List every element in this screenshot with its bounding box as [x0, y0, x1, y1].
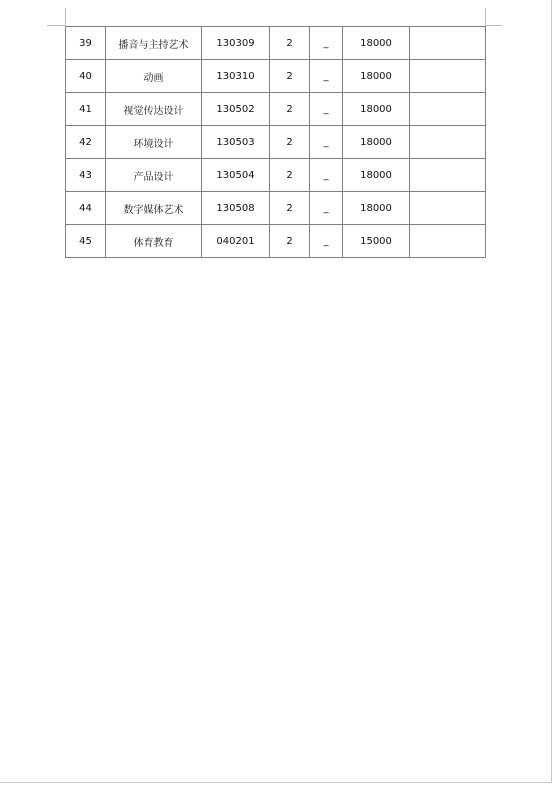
dash-cell: _ — [310, 159, 343, 192]
major-name-cell: 产品设计 — [106, 159, 202, 192]
table-row — [66, 60, 486, 93]
row-index-cell: 42 — [66, 126, 106, 159]
years-cell: 2 — [270, 93, 310, 126]
major-code-cell: 130502 — [202, 93, 270, 126]
major-name-cell: 体育教育 — [106, 225, 202, 258]
major-code-cell: 040201 — [202, 225, 270, 258]
major-code-cell: 130508 — [202, 192, 270, 225]
note-cell — [410, 192, 486, 225]
years-cell: 2 — [270, 225, 310, 258]
note-cell — [410, 225, 486, 258]
margin-corner-mark-left-vertical — [65, 8, 66, 26]
major-code-cell: 130503 — [202, 126, 270, 159]
dash-cell: _ — [310, 27, 343, 60]
table-row — [66, 225, 486, 258]
row-index-cell: 45 — [66, 225, 106, 258]
majors-fee-table — [65, 26, 486, 258]
major-name-cell: 环境设计 — [106, 126, 202, 159]
major-code-cell: 130309 — [202, 27, 270, 60]
years-cell: 2 — [270, 60, 310, 93]
row-index-cell: 43 — [66, 159, 106, 192]
years-cell: 2 — [270, 126, 310, 159]
table-row — [66, 159, 486, 192]
margin-corner-mark-left-horizontal — [47, 25, 66, 26]
years-cell: 2 — [270, 192, 310, 225]
note-cell — [410, 126, 486, 159]
fee-cell: 18000 — [343, 192, 410, 225]
table-row — [66, 126, 486, 159]
margin-corner-mark-right-horizontal — [485, 25, 502, 26]
note-cell — [410, 93, 486, 126]
fee-cell: 15000 — [343, 225, 410, 258]
row-index-cell: 41 — [66, 93, 106, 126]
fee-cell: 18000 — [343, 159, 410, 192]
major-name-cell: 数字媒体艺术 — [106, 192, 202, 225]
major-name-cell: 播音与主持艺术 — [106, 27, 202, 60]
dash-cell: _ — [310, 93, 343, 126]
row-index-cell: 39 — [66, 27, 106, 60]
major-code-cell: 130310 — [202, 60, 270, 93]
table-row — [66, 192, 486, 225]
fee-cell: 18000 — [343, 126, 410, 159]
fee-cell: 18000 — [343, 27, 410, 60]
fee-cell: 18000 — [343, 60, 410, 93]
dash-cell: _ — [310, 126, 343, 159]
major-name-cell: 动画 — [106, 60, 202, 93]
note-cell — [410, 27, 486, 60]
years-cell: 2 — [270, 159, 310, 192]
years-cell: 2 — [270, 27, 310, 60]
dash-cell: _ — [310, 225, 343, 258]
dash-cell: _ — [310, 192, 343, 225]
major-code-cell: 130504 — [202, 159, 270, 192]
note-cell — [410, 60, 486, 93]
margin-corner-mark-right-vertical — [485, 8, 486, 26]
note-cell — [410, 159, 486, 192]
dash-cell: _ — [310, 60, 343, 93]
fee-cell: 18000 — [343, 93, 410, 126]
row-index-cell: 40 — [66, 60, 106, 93]
table-row — [66, 27, 486, 60]
table-row — [66, 93, 486, 126]
row-index-cell: 44 — [66, 192, 106, 225]
major-name-cell: 视觉传达设计 — [106, 93, 202, 126]
